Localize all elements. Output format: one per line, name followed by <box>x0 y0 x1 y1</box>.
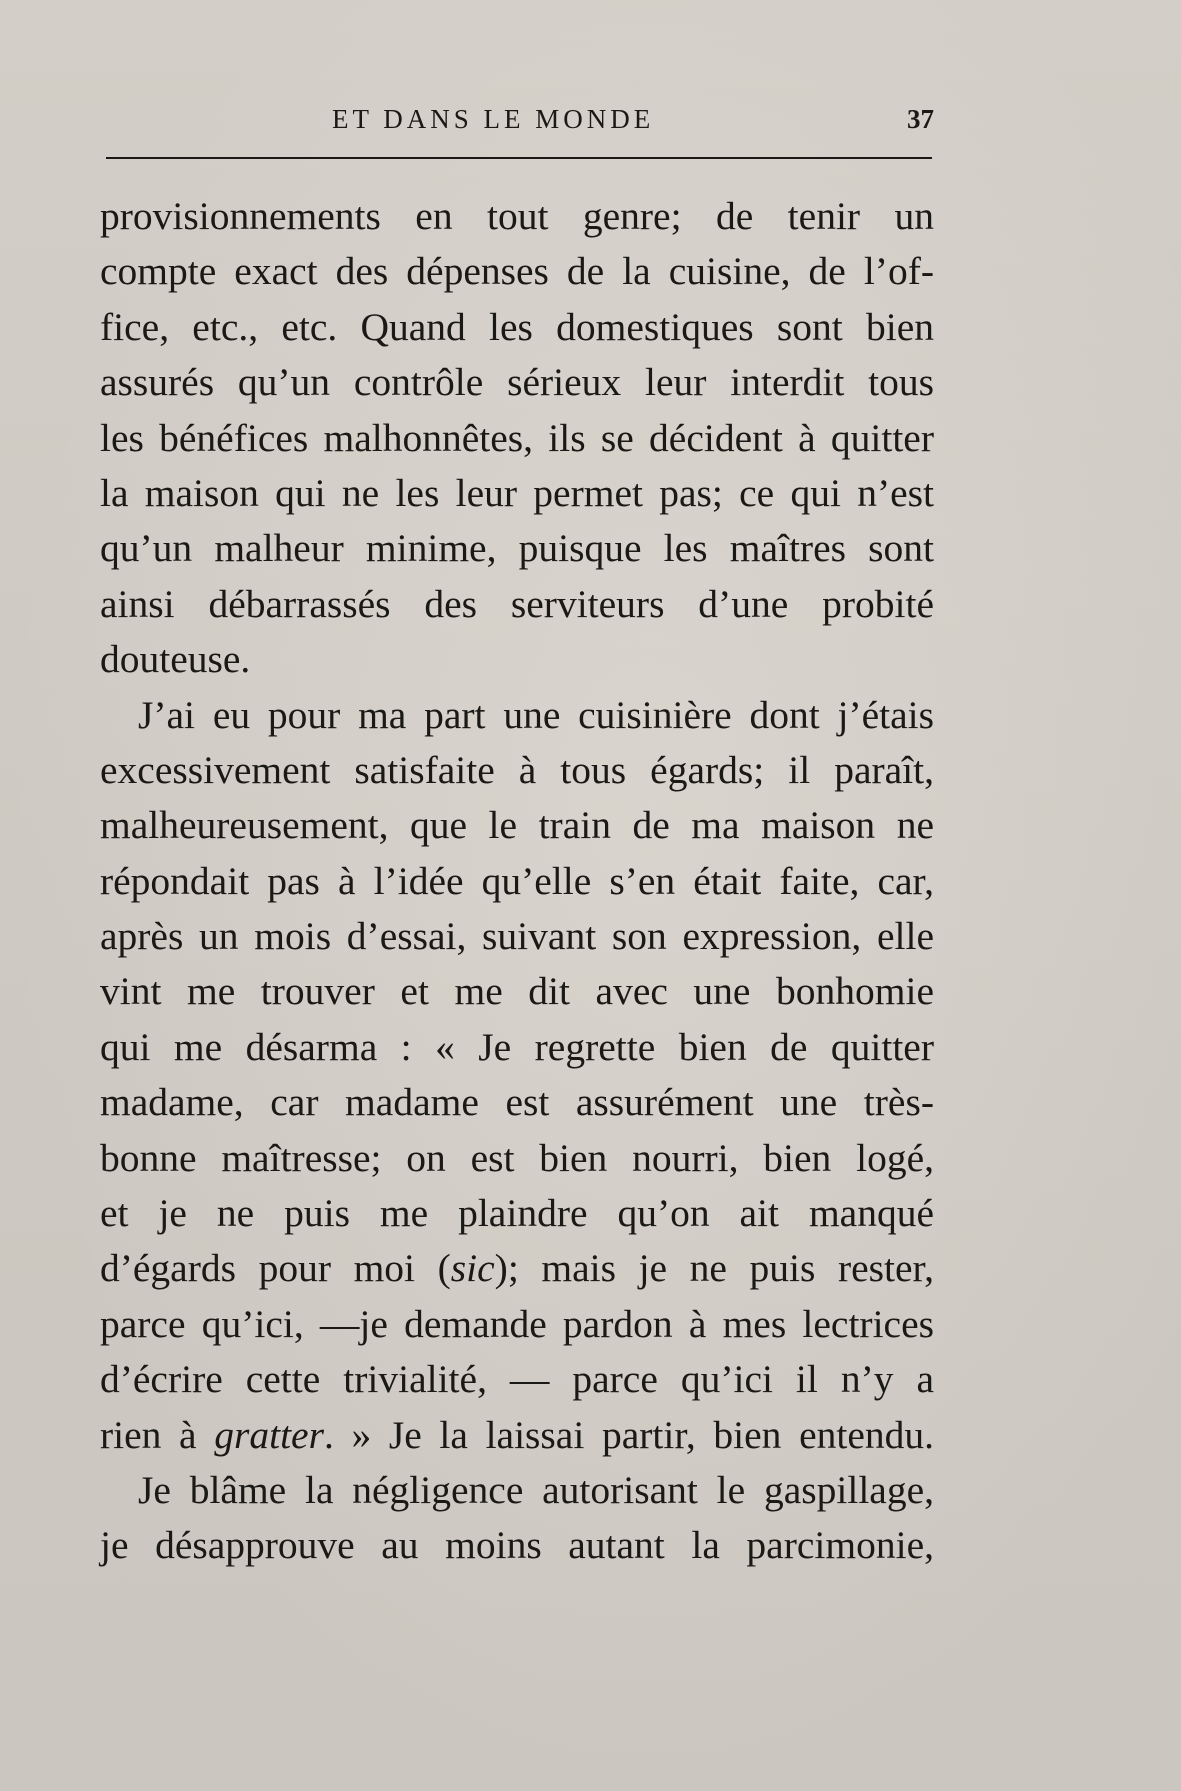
text-run: d’égards pour moi ( <box>100 1246 451 1291</box>
text-line <box>100 964 934 1019</box>
text-line <box>100 1352 934 1407</box>
text-line <box>100 1518 934 1573</box>
text-line <box>100 1408 934 1463</box>
text-line <box>100 1186 934 1241</box>
text-line <box>100 244 934 299</box>
text-line <box>100 1075 934 1130</box>
header-rule <box>106 157 932 159</box>
italic-text: gratter <box>214 1412 324 1457</box>
text-run: d’écrire cette trivialité, — parce qu’ici il n’y a <box>100 1357 934 1402</box>
text-run: douteuse. <box>100 637 251 682</box>
italic-text: sic <box>450 1246 495 1291</box>
text-run: fice, etc., etc. Quand les domestiques sont bien <box>100 304 934 349</box>
text-line <box>100 1020 934 1075</box>
text-run: rien à <box>100 1412 215 1457</box>
text-run: les bénéfices malhonnêtes, ils se décident à quitter <box>100 415 934 460</box>
text-run: provisionnements en tout genre; de tenir un <box>100 194 934 238</box>
text-run: bonne maîtresse; on est bien nourri, bien logé, <box>100 1135 934 1180</box>
text-run: assurés qu’un contrôle sérieux leur interdit tous <box>100 360 934 405</box>
text-line <box>100 743 934 798</box>
text-run: vint me trouver et me dit avec une bonhomie <box>100 969 934 1014</box>
text-run: je désapprouve au moins autant la parcimonie, <box>100 1523 934 1568</box>
text-line <box>100 688 934 743</box>
page-number: 37 <box>907 104 934 134</box>
text-line <box>100 632 934 687</box>
text-run: malheureusement, que le train de ma maison ne <box>100 803 934 848</box>
text-run: madame, car madame est assurément une très- <box>100 1080 934 1125</box>
text-run: compte exact des dépenses de la cuisine, de l’of- <box>100 249 934 294</box>
text-run: ainsi débarrassés des serviteurs d’une probité <box>100 581 934 626</box>
text-run: répondait pas à l’idée qu’elle s’en était faite, car, <box>100 858 934 903</box>
text-run: qu’un malheur minime, puisque les maîtres sont <box>100 526 934 571</box>
text-line <box>100 189 934 244</box>
body-text <box>100 189 934 1574</box>
text-run: parce qu’ici, —je demande pardon à mes lectrices <box>100 1301 934 1346</box>
text-run: ); mais je ne puis rester, <box>494 1246 934 1291</box>
text-line <box>100 300 934 355</box>
text-line <box>100 466 934 521</box>
text-line <box>100 577 934 632</box>
text-line <box>100 411 934 466</box>
text-run: et je ne puis me plaindre qu’on ait manqué <box>100 1191 934 1236</box>
text-line <box>100 1241 934 1296</box>
text-line <box>100 854 934 909</box>
text-line <box>100 1131 934 1186</box>
running-title: ET DANS LE MONDE <box>332 104 655 134</box>
text-line <box>100 1297 934 1352</box>
text-line <box>100 909 934 964</box>
text-run: qui me désarma : « Je regrette bien de quitter <box>100 1024 934 1069</box>
text-line <box>100 355 934 410</box>
text-line <box>100 521 934 576</box>
text-run: Je blâme la négligence autorisant le gaspillage, <box>138 1467 934 1512</box>
text-line <box>100 798 934 853</box>
text-run: J’ai eu pour ma part une cuisinière dont j’étais <box>138 692 934 737</box>
text-run: excessivement satisfaite à tous égards; il paraît, <box>100 747 934 792</box>
text-run: la maison qui ne les leur permet pas; ce qui n’est <box>100 470 934 515</box>
page-header <box>102 96 934 142</box>
text-run: après un mois d’essai, suivant son expression, elle <box>100 914 934 959</box>
text-line <box>100 1463 934 1518</box>
text-run: . » Je la laissai partir, bien entendu. <box>323 1412 934 1457</box>
